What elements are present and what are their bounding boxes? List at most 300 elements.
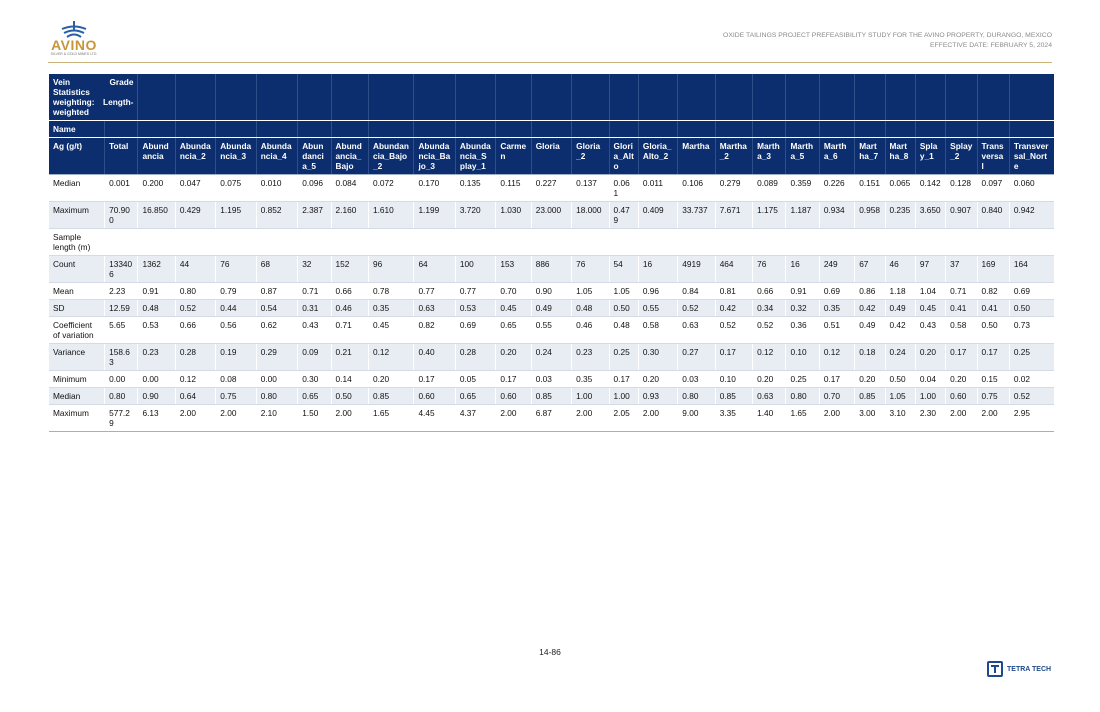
header-empty-cell (638, 121, 677, 138)
header-empty-cell (819, 121, 854, 138)
column-header: Martha (678, 138, 715, 175)
table-cell: 0.05 (455, 371, 495, 388)
table-cell: 0.50 (977, 317, 1009, 344)
column-header: Gloria_Alto (609, 138, 638, 175)
table-cell (915, 229, 945, 256)
table-cell: 0.28 (175, 344, 215, 371)
table-cell: 1.199 (414, 202, 455, 229)
table-cell: 3.10 (885, 405, 915, 432)
table-cell: 0.942 (1009, 202, 1054, 229)
table-cell: 0.80 (175, 283, 215, 300)
table-cell: 0.48 (609, 317, 638, 344)
header-empty-cell (298, 121, 331, 138)
table-cell: 0.001 (105, 175, 138, 202)
column-header: Splay_2 (946, 138, 977, 175)
table-cell: 0.42 (885, 317, 915, 344)
table-cell: 5.65 (105, 317, 138, 344)
table-cell: 0.24 (531, 344, 571, 371)
table-cell: 0.17 (977, 344, 1009, 371)
table-cell: 0.43 (298, 317, 331, 344)
table-cell: 0.85 (368, 388, 413, 405)
table-cell: 0.08 (216, 371, 256, 388)
table-cell: 0.20 (496, 344, 531, 371)
table-cell: 0.200 (138, 175, 175, 202)
header-empty-cell (915, 121, 945, 138)
column-header: Transversal_Norte (1009, 138, 1054, 175)
table-cell: 0.46 (331, 300, 368, 317)
header-empty-cell (753, 121, 786, 138)
table-cell: 0.151 (855, 175, 885, 202)
table-cell: 0.00 (256, 371, 297, 388)
table-cell: 0.52 (715, 317, 752, 344)
table-cell: 0.12 (368, 344, 413, 371)
table-cell (216, 229, 256, 256)
header-empty-cell (977, 121, 1009, 138)
table-cell: 0.65 (455, 388, 495, 405)
header-empty-cell (531, 74, 571, 121)
table-cell: 0.71 (298, 283, 331, 300)
table-cell: 32 (298, 256, 331, 283)
table-cell (138, 229, 175, 256)
table-cell: 2.160 (331, 202, 368, 229)
table-cell: 0.30 (638, 344, 677, 371)
table-cell: 0.12 (753, 344, 786, 371)
table-cell: 2.00 (331, 405, 368, 432)
table-cell: 0.15 (977, 371, 1009, 388)
table-cell: 0.91 (138, 283, 175, 300)
table-cell: 0.096 (298, 175, 331, 202)
table-cell: 76 (753, 256, 786, 283)
header-empty-cell (216, 121, 256, 138)
table-row (49, 388, 1054, 405)
header-empty-cell (414, 74, 455, 121)
table-cell: 164 (1009, 256, 1054, 283)
table-cell: 2.00 (638, 405, 677, 432)
header-empty-cell (256, 121, 297, 138)
table-cell: 0.71 (331, 317, 368, 344)
table-cell: 46 (885, 256, 915, 283)
table-cell: 0.28 (455, 344, 495, 371)
table-cell (175, 229, 215, 256)
table-cell: 0.63 (414, 300, 455, 317)
table-cell: 2.00 (572, 405, 609, 432)
row-label: Maximum (49, 202, 105, 229)
table-cell: 0.170 (414, 175, 455, 202)
table-row (49, 300, 1054, 317)
table-cell: 1.05 (885, 388, 915, 405)
row-label: Minimum (49, 371, 105, 388)
table-title: Vein Grade Statistics weighting: Length-weighted (49, 74, 138, 121)
table-cell: 0.089 (753, 175, 786, 202)
table-cell: 1.18 (885, 283, 915, 300)
table-cell: 0.10 (715, 371, 752, 388)
table-cell: 4.37 (455, 405, 495, 432)
table-cell: 0.46 (572, 317, 609, 344)
header-empty-cell (915, 74, 945, 121)
table-cell: 1.00 (915, 388, 945, 405)
header-empty-cell (572, 74, 609, 121)
table-cell: 0.060 (1009, 175, 1054, 202)
table-cell: 0.78 (368, 283, 413, 300)
table-cell: 0.17 (819, 371, 854, 388)
tetra-tech-logo (987, 661, 1051, 677)
column-header: Transversal (977, 138, 1009, 175)
table-cell: 0.907 (946, 202, 977, 229)
table-cell: 0.84 (678, 283, 715, 300)
table-cell (531, 229, 571, 256)
table-cell: 0.66 (753, 283, 786, 300)
table-cell: 0.00 (138, 371, 175, 388)
table-row (49, 371, 1054, 388)
table-cell: 0.45 (496, 300, 531, 317)
header-empty-cell (331, 74, 368, 121)
header-empty-cell (331, 121, 368, 138)
table-title-row (49, 74, 1054, 121)
row-label: Coefficient of variation (49, 317, 105, 344)
row-label: Count (49, 256, 105, 283)
table-cell: 0.20 (753, 371, 786, 388)
table-row (49, 283, 1054, 300)
header-empty-cell (496, 74, 531, 121)
table-cell: 0.60 (946, 388, 977, 405)
table-cell: 0.934 (819, 202, 854, 229)
table-cell: 0.20 (368, 371, 413, 388)
table-cell: 0.77 (455, 283, 495, 300)
table-cell: 23.000 (531, 202, 571, 229)
table-cell: 0.03 (531, 371, 571, 388)
header-empty-cell (414, 121, 455, 138)
table-cell: 0.52 (678, 300, 715, 317)
header-effective-date: EFFECTIVE DATE: FEBRUARY 5, 2024 (929, 42, 1052, 49)
table-cell: 1.00 (609, 388, 638, 405)
table-cell: 0.69 (1009, 283, 1054, 300)
table-cell: 1.50 (298, 405, 331, 432)
vein-grade-statistics-table (49, 74, 1054, 432)
table-cell: 0.52 (753, 317, 786, 344)
table-cell: 0.63 (753, 388, 786, 405)
logo-name: AVINO (51, 37, 97, 53)
table-cell: 3.720 (455, 202, 495, 229)
header-empty-cell (715, 121, 752, 138)
table-cell: 0.70 (819, 388, 854, 405)
table-row (49, 317, 1054, 344)
header-empty-cell (138, 121, 175, 138)
table-cell: 0.235 (885, 202, 915, 229)
table-cell: 1.00 (572, 388, 609, 405)
table-cell: 0.49 (885, 300, 915, 317)
table-cell (105, 229, 138, 256)
table-cell: 0.20 (915, 344, 945, 371)
header-empty-cell (678, 74, 715, 121)
column-header: Abundancia_Bajo_2 (368, 138, 413, 175)
table-cell: 2.95 (1009, 405, 1054, 432)
table-cell: 0.77 (414, 283, 455, 300)
header-empty-cell (175, 74, 215, 121)
table-cell: 96 (368, 256, 413, 283)
table-cell: 0.55 (638, 300, 677, 317)
header-empty-cell (855, 74, 885, 121)
table-cell: 2.05 (609, 405, 638, 432)
table-cell: 64 (414, 256, 455, 283)
row-label: Maximum (49, 405, 105, 432)
table-cell: 0.17 (946, 344, 977, 371)
table-row (49, 405, 1054, 432)
table-cell: 0.50 (1009, 300, 1054, 317)
header-empty-cell (885, 74, 915, 121)
table-cell (946, 229, 977, 256)
table-cell: 1.610 (368, 202, 413, 229)
table-cell: 0.75 (216, 388, 256, 405)
table-cell: 70.900 (105, 202, 138, 229)
table-cell: 1.40 (753, 405, 786, 432)
header-empty-cell (855, 121, 885, 138)
table-cell: 0.227 (531, 175, 571, 202)
table-cell: 0.958 (855, 202, 885, 229)
table-cell: 0.19 (216, 344, 256, 371)
header-empty-cell (455, 74, 495, 121)
table-row (49, 202, 1054, 229)
header-title: OXIDE TAILINGS PROJECT PREFEASIBILITY STUDY FOR THE AVINO PROPERTY, DURANGO, MEXICO (723, 32, 1052, 39)
table-cell: 0.24 (885, 344, 915, 371)
table-cell (609, 229, 638, 256)
table-cell: 0.075 (216, 175, 256, 202)
table-cell: 1.175 (753, 202, 786, 229)
table-cell: 133406 (105, 256, 138, 283)
table-cell: 0.41 (946, 300, 977, 317)
table-cell: 0.18 (855, 344, 885, 371)
column-header: Carmen (496, 138, 531, 175)
table-cell (715, 229, 752, 256)
table-cell: 0.36 (786, 317, 819, 344)
table-cell: 0.065 (885, 175, 915, 202)
table-cell: 37 (946, 256, 977, 283)
parameter-label: Ag (g/t) (49, 138, 105, 175)
table-column-header-row (49, 138, 1054, 175)
table-cell: 0.25 (609, 344, 638, 371)
table-cell: 0.42 (855, 300, 885, 317)
table-cell (855, 229, 885, 256)
table-cell: 0.80 (256, 388, 297, 405)
table-cell: 0.70 (496, 283, 531, 300)
table-cell: 1.65 (786, 405, 819, 432)
table-cell: 0.32 (786, 300, 819, 317)
header-empty-cell (977, 74, 1009, 121)
table-cell: 1362 (138, 256, 175, 283)
table-cell: 0.20 (855, 371, 885, 388)
table-cell (678, 229, 715, 256)
table-cell: 16.850 (138, 202, 175, 229)
header-empty-cell (786, 121, 819, 138)
table-cell: 0.90 (531, 283, 571, 300)
header-empty-cell (638, 74, 677, 121)
header-empty-cell (946, 74, 977, 121)
table-cell (331, 229, 368, 256)
table-cell: 0.82 (414, 317, 455, 344)
table-cell: 158.63 (105, 344, 138, 371)
table-cell: 16 (786, 256, 819, 283)
table-name-row (49, 121, 1054, 138)
table-cell: 0.20 (946, 371, 977, 388)
header-divider (48, 62, 1052, 63)
table-cell: 76 (216, 256, 256, 283)
table-cell: 0.409 (638, 202, 677, 229)
table-cell: 0.142 (915, 175, 945, 202)
column-header: Abundancia_Bajo_3 (414, 138, 455, 175)
table-cell (819, 229, 854, 256)
table-cell: 0.852 (256, 202, 297, 229)
table-cell: 0.097 (977, 175, 1009, 202)
header-empty-cell (175, 121, 215, 138)
table-cell: 0.30 (298, 371, 331, 388)
table-cell: 2.00 (216, 405, 256, 432)
header-empty-cell (715, 74, 752, 121)
row-label: Variance (49, 344, 105, 371)
table-cell: 6.87 (531, 405, 571, 432)
table-cell: 0.53 (455, 300, 495, 317)
table-cell: 76 (572, 256, 609, 283)
table-cell: 1.65 (368, 405, 413, 432)
table-cell: 0.50 (609, 300, 638, 317)
table-cell: 68 (256, 256, 297, 283)
row-label: Median (49, 175, 105, 202)
header-empty-cell (946, 121, 977, 138)
column-header: Martha_5 (786, 138, 819, 175)
header-empty-cell (1009, 74, 1054, 121)
table-cell: 0.047 (175, 175, 215, 202)
table-cell: 0.011 (638, 175, 677, 202)
table-cell: 0.44 (216, 300, 256, 317)
table-cell: 0.29 (256, 344, 297, 371)
table-row (49, 175, 1054, 202)
table-cell: 0.20 (638, 371, 677, 388)
column-header: Martha_2 (715, 138, 752, 175)
table-cell: 0.34 (753, 300, 786, 317)
page-number: 14-86 (539, 647, 561, 657)
table-cell: 0.85 (715, 388, 752, 405)
table-cell: 1.030 (496, 202, 531, 229)
table-cell: 1.195 (216, 202, 256, 229)
table-cell: 0.25 (1009, 344, 1054, 371)
table-cell: 0.137 (572, 175, 609, 202)
avino-logo-icon (59, 20, 89, 38)
table-cell: 0.21 (331, 344, 368, 371)
table-cell: 0.128 (946, 175, 977, 202)
table-cell: 0.79 (216, 283, 256, 300)
table-cell: 2.10 (256, 405, 297, 432)
column-header: Total (105, 138, 138, 175)
document-header (723, 31, 1052, 51)
table-cell: 33.737 (678, 202, 715, 229)
table-cell: 0.50 (331, 388, 368, 405)
header-empty-cell (819, 74, 854, 121)
table-body (49, 175, 1054, 432)
header-empty-cell (496, 121, 531, 138)
table-cell: 4.45 (414, 405, 455, 432)
table-cell: 0.010 (256, 175, 297, 202)
table-cell: 0.35 (368, 300, 413, 317)
table-cell: 0.55 (531, 317, 571, 344)
table-cell: 2.387 (298, 202, 331, 229)
table-cell: 0.58 (946, 317, 977, 344)
table-cell: 0.27 (678, 344, 715, 371)
table-cell (885, 229, 915, 256)
column-header: Martha_3 (753, 138, 786, 175)
table-cell: 0.96 (638, 283, 677, 300)
column-header: Abundancia_5 (298, 138, 331, 175)
column-header: Abundancia_Bajo (331, 138, 368, 175)
table-cell: 0.93 (638, 388, 677, 405)
table-cell: 0.65 (298, 388, 331, 405)
table-cell: 0.51 (819, 317, 854, 344)
table-cell: 0.14 (331, 371, 368, 388)
table-cell: 0.03 (678, 371, 715, 388)
table-cell: 3.35 (715, 405, 752, 432)
header-empty-cell (138, 74, 175, 121)
table-cell: 0.85 (855, 388, 885, 405)
table-cell: 2.00 (496, 405, 531, 432)
header-empty-cell (216, 74, 256, 121)
header-empty-cell (572, 121, 609, 138)
table-cell: 0.81 (715, 283, 752, 300)
table-cell: 1.05 (572, 283, 609, 300)
table-cell: 0.64 (175, 388, 215, 405)
column-header: Gloria_2 (572, 138, 609, 175)
table-cell: 2.00 (946, 405, 977, 432)
header-empty-cell (753, 74, 786, 121)
table-cell: 0.279 (715, 175, 752, 202)
row-label: Median (49, 388, 105, 405)
table-cell: 0.072 (368, 175, 413, 202)
tetra-tech-icon (987, 661, 1003, 677)
table-cell: 577.29 (105, 405, 138, 432)
table-cell: 0.17 (414, 371, 455, 388)
table-cell: 0.86 (855, 283, 885, 300)
header-empty-cell (531, 121, 571, 138)
column-header: Martha_7 (855, 138, 885, 175)
table-cell: 0.54 (256, 300, 297, 317)
table-cell: 0.69 (455, 317, 495, 344)
header-empty-cell (455, 121, 495, 138)
table-cell: 9.00 (678, 405, 715, 432)
table-cell: 0.63 (678, 317, 715, 344)
table-cell: 0.85 (531, 388, 571, 405)
table-cell (753, 229, 786, 256)
table-cell: 0.479 (609, 202, 638, 229)
table-cell: 0.82 (977, 283, 1009, 300)
table-cell (638, 229, 677, 256)
table-cell: 1.05 (609, 283, 638, 300)
table-cell: 0.084 (331, 175, 368, 202)
column-header: Abundancia_4 (256, 138, 297, 175)
table-cell: 0.115 (496, 175, 531, 202)
table-cell: 0.58 (638, 317, 677, 344)
table-cell: 0.80 (678, 388, 715, 405)
header-empty-cell (105, 121, 138, 138)
table-cell: 0.69 (819, 283, 854, 300)
table-cell: 0.17 (715, 344, 752, 371)
table-cell: 0.80 (105, 388, 138, 405)
table-cell: 44 (175, 256, 215, 283)
column-header: Abundancia_Splay_1 (455, 138, 495, 175)
table-cell: 0.45 (915, 300, 945, 317)
table-cell: 0.48 (138, 300, 175, 317)
table-cell: 249 (819, 256, 854, 283)
table-cell: 2.00 (819, 405, 854, 432)
name-label: Name (49, 121, 105, 138)
table-cell: 0.12 (819, 344, 854, 371)
table-cell: 4919 (678, 256, 715, 283)
table-cell: 0.80 (786, 388, 819, 405)
